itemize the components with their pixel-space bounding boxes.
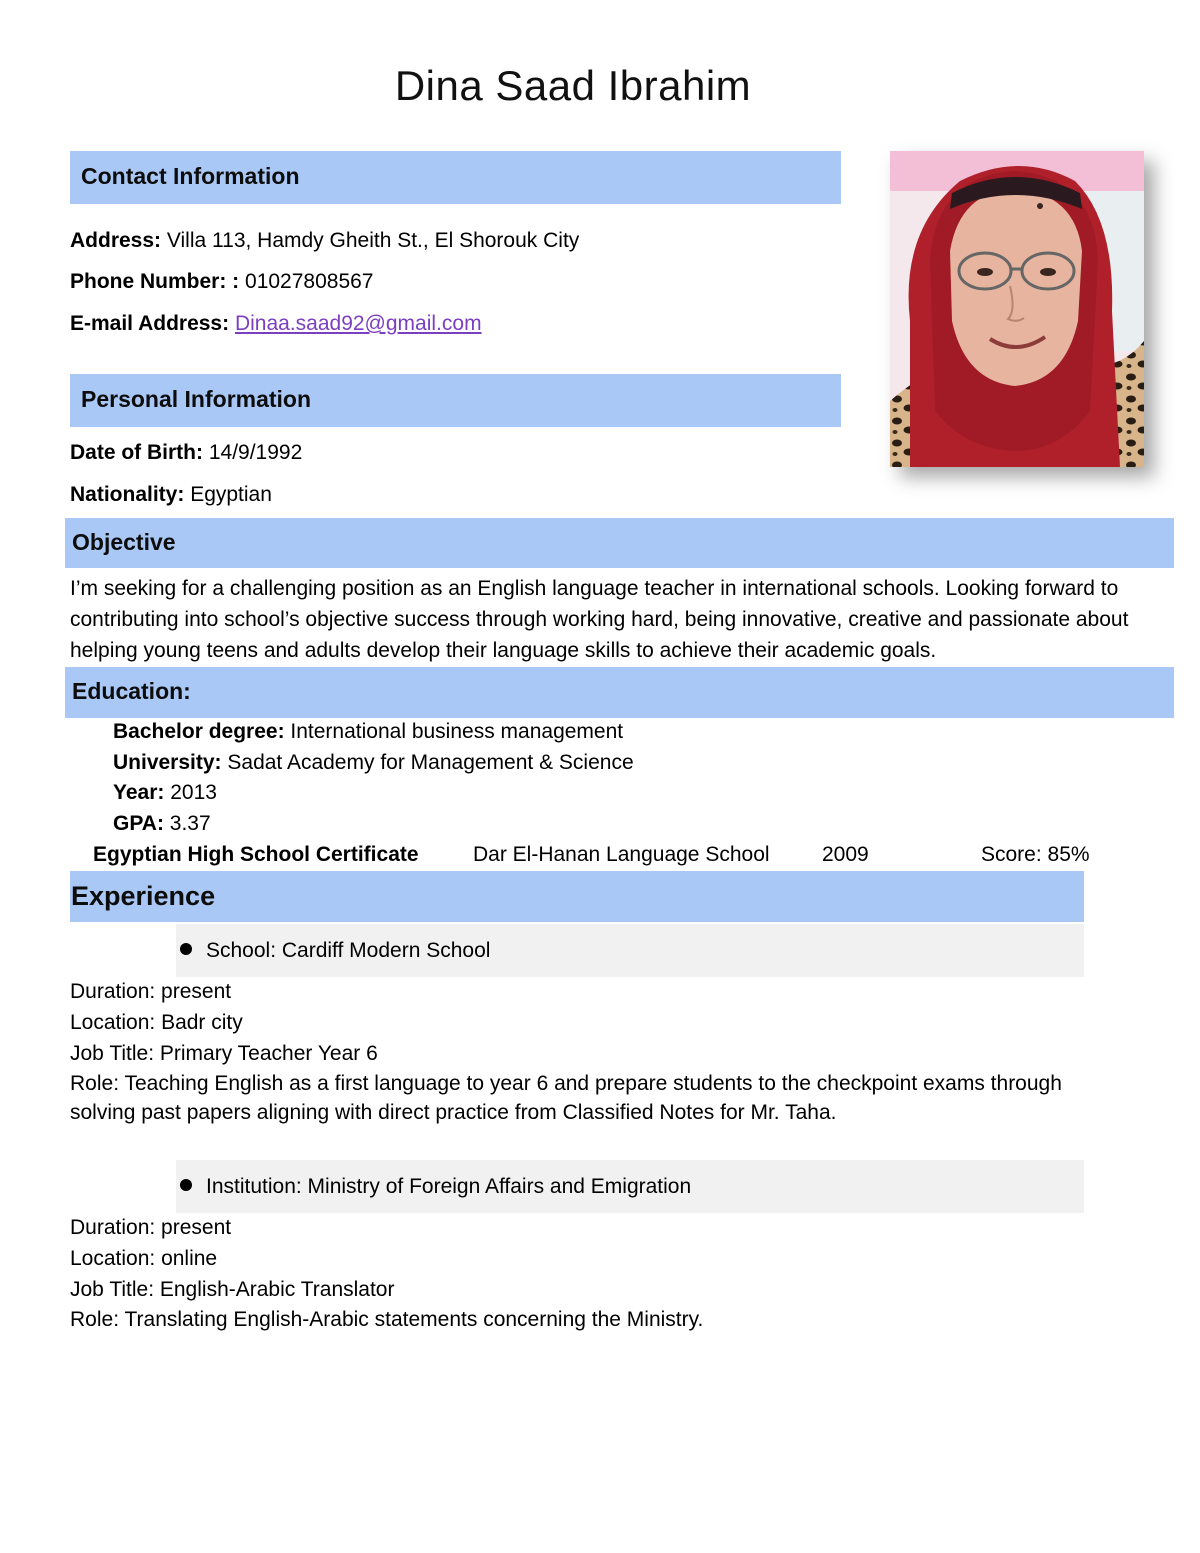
- job-heading: [180, 939, 490, 963]
- phone-line: [70, 270, 374, 294]
- email-link[interactable]: Dinaa.saad92@gmail.com: [234, 312, 482, 335]
- degree-value: International business management: [290, 720, 624, 743]
- personal-section-header: [70, 374, 841, 427]
- degree-line: [113, 720, 623, 744]
- job-role-continued: solving past papers aligning with direct practice from Classified Notes for Mr. Taha.: [70, 1101, 837, 1124]
- job-location: Location: Badr city: [70, 1011, 243, 1034]
- job-heading-bar: [176, 1160, 1084, 1213]
- profile-photo: [890, 151, 1144, 467]
- experience-section-title: Experience: [71, 881, 216, 911]
- objective-section-header: [65, 518, 1174, 568]
- nationality-value: Egyptian: [190, 483, 272, 506]
- portrait-image: [890, 151, 1144, 467]
- objective-section-title: Objective: [72, 529, 176, 555]
- phone-value: 01027808567: [245, 270, 374, 293]
- job-title: Job Title: Primary Teacher Year 6: [70, 1042, 378, 1065]
- high-school-year: 2009: [822, 843, 869, 866]
- university-label: University:: [113, 751, 222, 774]
- address-label: Address:: [70, 229, 162, 252]
- job-heading-text: Institution: Ministry of Foreign Affairs and Emigration: [206, 1175, 692, 1198]
- degree-label: Bachelor degree:: [113, 720, 285, 743]
- dob-value: 14/9/1992: [208, 441, 303, 464]
- objective-text: I’m seeking for a challenging position as an English language teacher in international schools. Looking forward to contributing into school’s objective success through working hard, being innovative, creative and passionate about helping young teens and adults develop their language skills to achieve their academic goals.: [70, 577, 1129, 662]
- page-title: Dina Saad Ibrahim: [394, 62, 752, 109]
- email-line: [70, 312, 482, 336]
- year-value: 2013: [170, 781, 217, 804]
- nationality-label: Nationality:: [70, 483, 185, 506]
- job-duration: Duration: present: [70, 980, 232, 1003]
- job-title: Job Title: English-Arabic Translator: [70, 1278, 395, 1301]
- job-role: Role: Teaching English as a first language to year 6 and prepare students to the checkpoint exams through: [70, 1072, 1062, 1095]
- contact-section-header: [70, 151, 841, 204]
- university-line: [113, 751, 634, 775]
- high-school-certificate: Egyptian High School Certificate: [93, 843, 419, 866]
- education-section-title: Education:: [72, 678, 191, 704]
- year-label: Year:: [113, 781, 165, 804]
- phone-label: Phone Number: :: [70, 270, 240, 293]
- university-value: Sadat Academy for Management & Science: [227, 751, 634, 774]
- job-heading: [180, 1175, 691, 1199]
- gpa-value: 3.37: [169, 812, 211, 835]
- personal-section-title: Personal Information: [81, 386, 312, 412]
- year-line: [113, 781, 217, 805]
- job-duration: Duration: present: [70, 1216, 232, 1239]
- experience-section-header: [70, 871, 1084, 922]
- email-label: E-mail Address:: [70, 312, 230, 335]
- job-location: Location: online: [70, 1247, 218, 1270]
- dob-line: [70, 441, 302, 465]
- job-heading-bar: [176, 924, 1084, 977]
- gpa-label: GPA:: [113, 812, 164, 835]
- job-role: Role: Translating English-Arabic statements concerning the Ministry.: [70, 1308, 704, 1331]
- bullet-icon: [180, 943, 192, 955]
- address-line: [70, 229, 579, 253]
- gpa-line: [113, 812, 211, 836]
- high-school-name: Dar El-Hanan Language School: [473, 843, 770, 866]
- dob-label: Date of Birth:: [70, 441, 203, 464]
- address-value: Villa 113, Hamdy Gheith St., El Shorouk City: [166, 229, 580, 252]
- bullet-icon: [180, 1179, 192, 1191]
- high-school-score: Score: 85%: [981, 843, 1090, 866]
- education-section-header: [65, 667, 1174, 718]
- job-heading-text: School: Cardiff Modern School: [206, 939, 491, 962]
- nationality-line: [70, 483, 272, 507]
- contact-section-title: Contact Information: [81, 163, 300, 189]
